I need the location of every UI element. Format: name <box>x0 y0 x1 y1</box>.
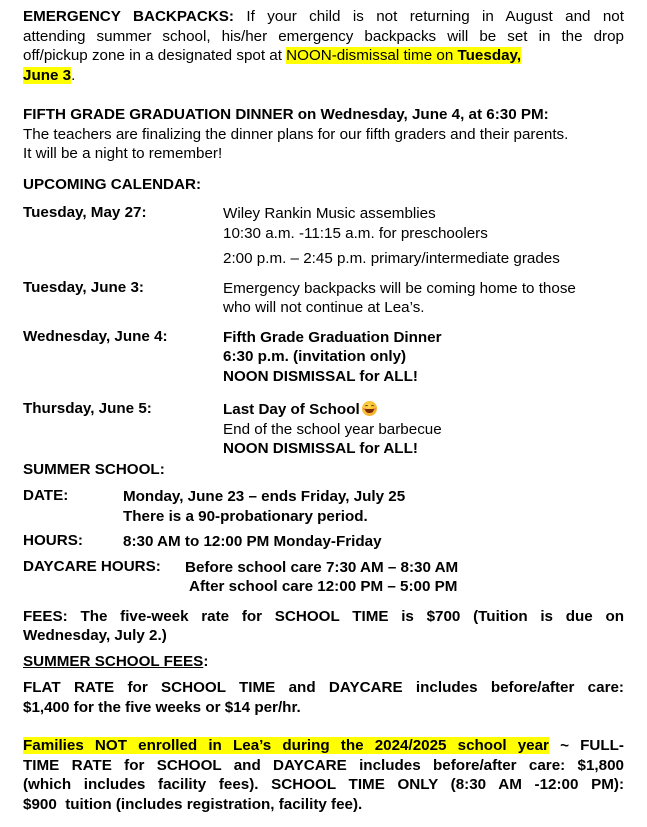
summer-daycare-row: DAYCARE HOURS: Before school care 7:30 AM – 8:30 AM After school care 12:00 PM – 5:00 PM <box>23 557 459 595</box>
calendar-date-label: Tuesday, May 27: <box>23 204 147 221</box>
families-highlight: Families NOT enrolled in Lea’s during the 2024/2025 school year <box>23 737 549 754</box>
emergency-line-2: attending summer school, his/her emergency backpacks will be set in the drop <box>23 27 624 45</box>
newsletter-page <box>23 7 624 814</box>
calendar-row-may27: Tuesday, May 27: Wiley Rankin Music assemblies 10:30 a.m. -11:15 a.m. for preschoolers 2:00 p.m. – 2:45 p.m. primary/intermediate grades <box>23 204 560 267</box>
summer-date-row: DATE: Monday, June 23 – ends Friday, July 25 There is a 90-probationary period. <box>23 487 406 525</box>
calendar-row-june5: Thursday, June 5: Last Day of School End of the school year barbecue NOON DISMISSAL for ALL! <box>23 400 442 457</box>
summer-heading: SUMMER SCHOOL: <box>23 460 165 478</box>
graduation-heading: FIFTH GRADE GRADUATION DINNER on Wednesday, June 4, at 6:30 PM: <box>23 106 549 123</box>
families-line-4: $900 tuition (includes registration, facility fee). <box>23 795 363 813</box>
calendar-row-june4: Wednesday, June 4: Fifth Grade Graduation Dinner 6:30 p.m. (invitation only) NOON DISMISSAL for ALL! <box>23 327 442 385</box>
emergency-line-3: off/pickup zone in a designated spot at NOON-dismissal time on Tuesday, <box>23 47 522 64</box>
calendar-date-label: Tuesday, June 3: <box>23 278 144 296</box>
emergency-line-1 <box>23 7 624 27</box>
fees-heading: SUMMER SCHOOL FEES: <box>23 652 209 670</box>
calendar-row-june3: Tuesday, June 3: Emergency backpacks will be coming home to those who will not continue at Lea’s. <box>23 278 576 316</box>
fees-line-2: Wednesday, July 2.) <box>23 627 167 644</box>
emergency-date: June 3 <box>23 66 72 84</box>
families-line-2: TIME RATE for SCHOOL and DAYCARE includes before/after care: $1,800 <box>23 756 624 774</box>
families-line-1: Families NOT enrolled in Lea’s during the 2024/2025 school year ~ FULL- <box>23 737 624 754</box>
calendar-date-label: Thursday, June 5: <box>23 400 152 417</box>
summer-hours-row: HOURS: 8:30 AM to 12:00 PM Monday-Friday <box>23 532 382 550</box>
smiling-face-icon <box>362 401 377 416</box>
flat-rate-line-2: $1,400 for the five weeks or $14 per/hr. <box>23 698 301 716</box>
families-line-3: (which includes facility fees). SCHOOL TIME ONLY (8:30 AM -12:00 PM): <box>23 776 624 793</box>
emergency-line-4: June 3. <box>23 66 76 84</box>
emergency-highlight: NOON-dismissal time on <box>286 47 454 64</box>
graduation-line-2: It will be a night to remember! <box>23 145 223 162</box>
graduation-line-1: The teachers are finalizing the dinner plans for our fifth graders and their parents. <box>23 125 569 143</box>
fees-line-1: FEES: The five-week rate for SCHOOL TIME is $700 (Tuition is due on <box>23 607 624 625</box>
emergency-heading: EMERGENCY BACKPACKS: <box>23 8 234 25</box>
calendar-heading: UPCOMING CALENDAR: <box>23 175 202 193</box>
emergency-text-1: If your child is not returning in August and not <box>246 8 624 25</box>
calendar-date-label: Wednesday, June 4: <box>23 327 168 345</box>
flat-rate-line-1: FLAT RATE for SCHOOL TIME and DAYCARE includes before/after care: <box>23 679 624 696</box>
